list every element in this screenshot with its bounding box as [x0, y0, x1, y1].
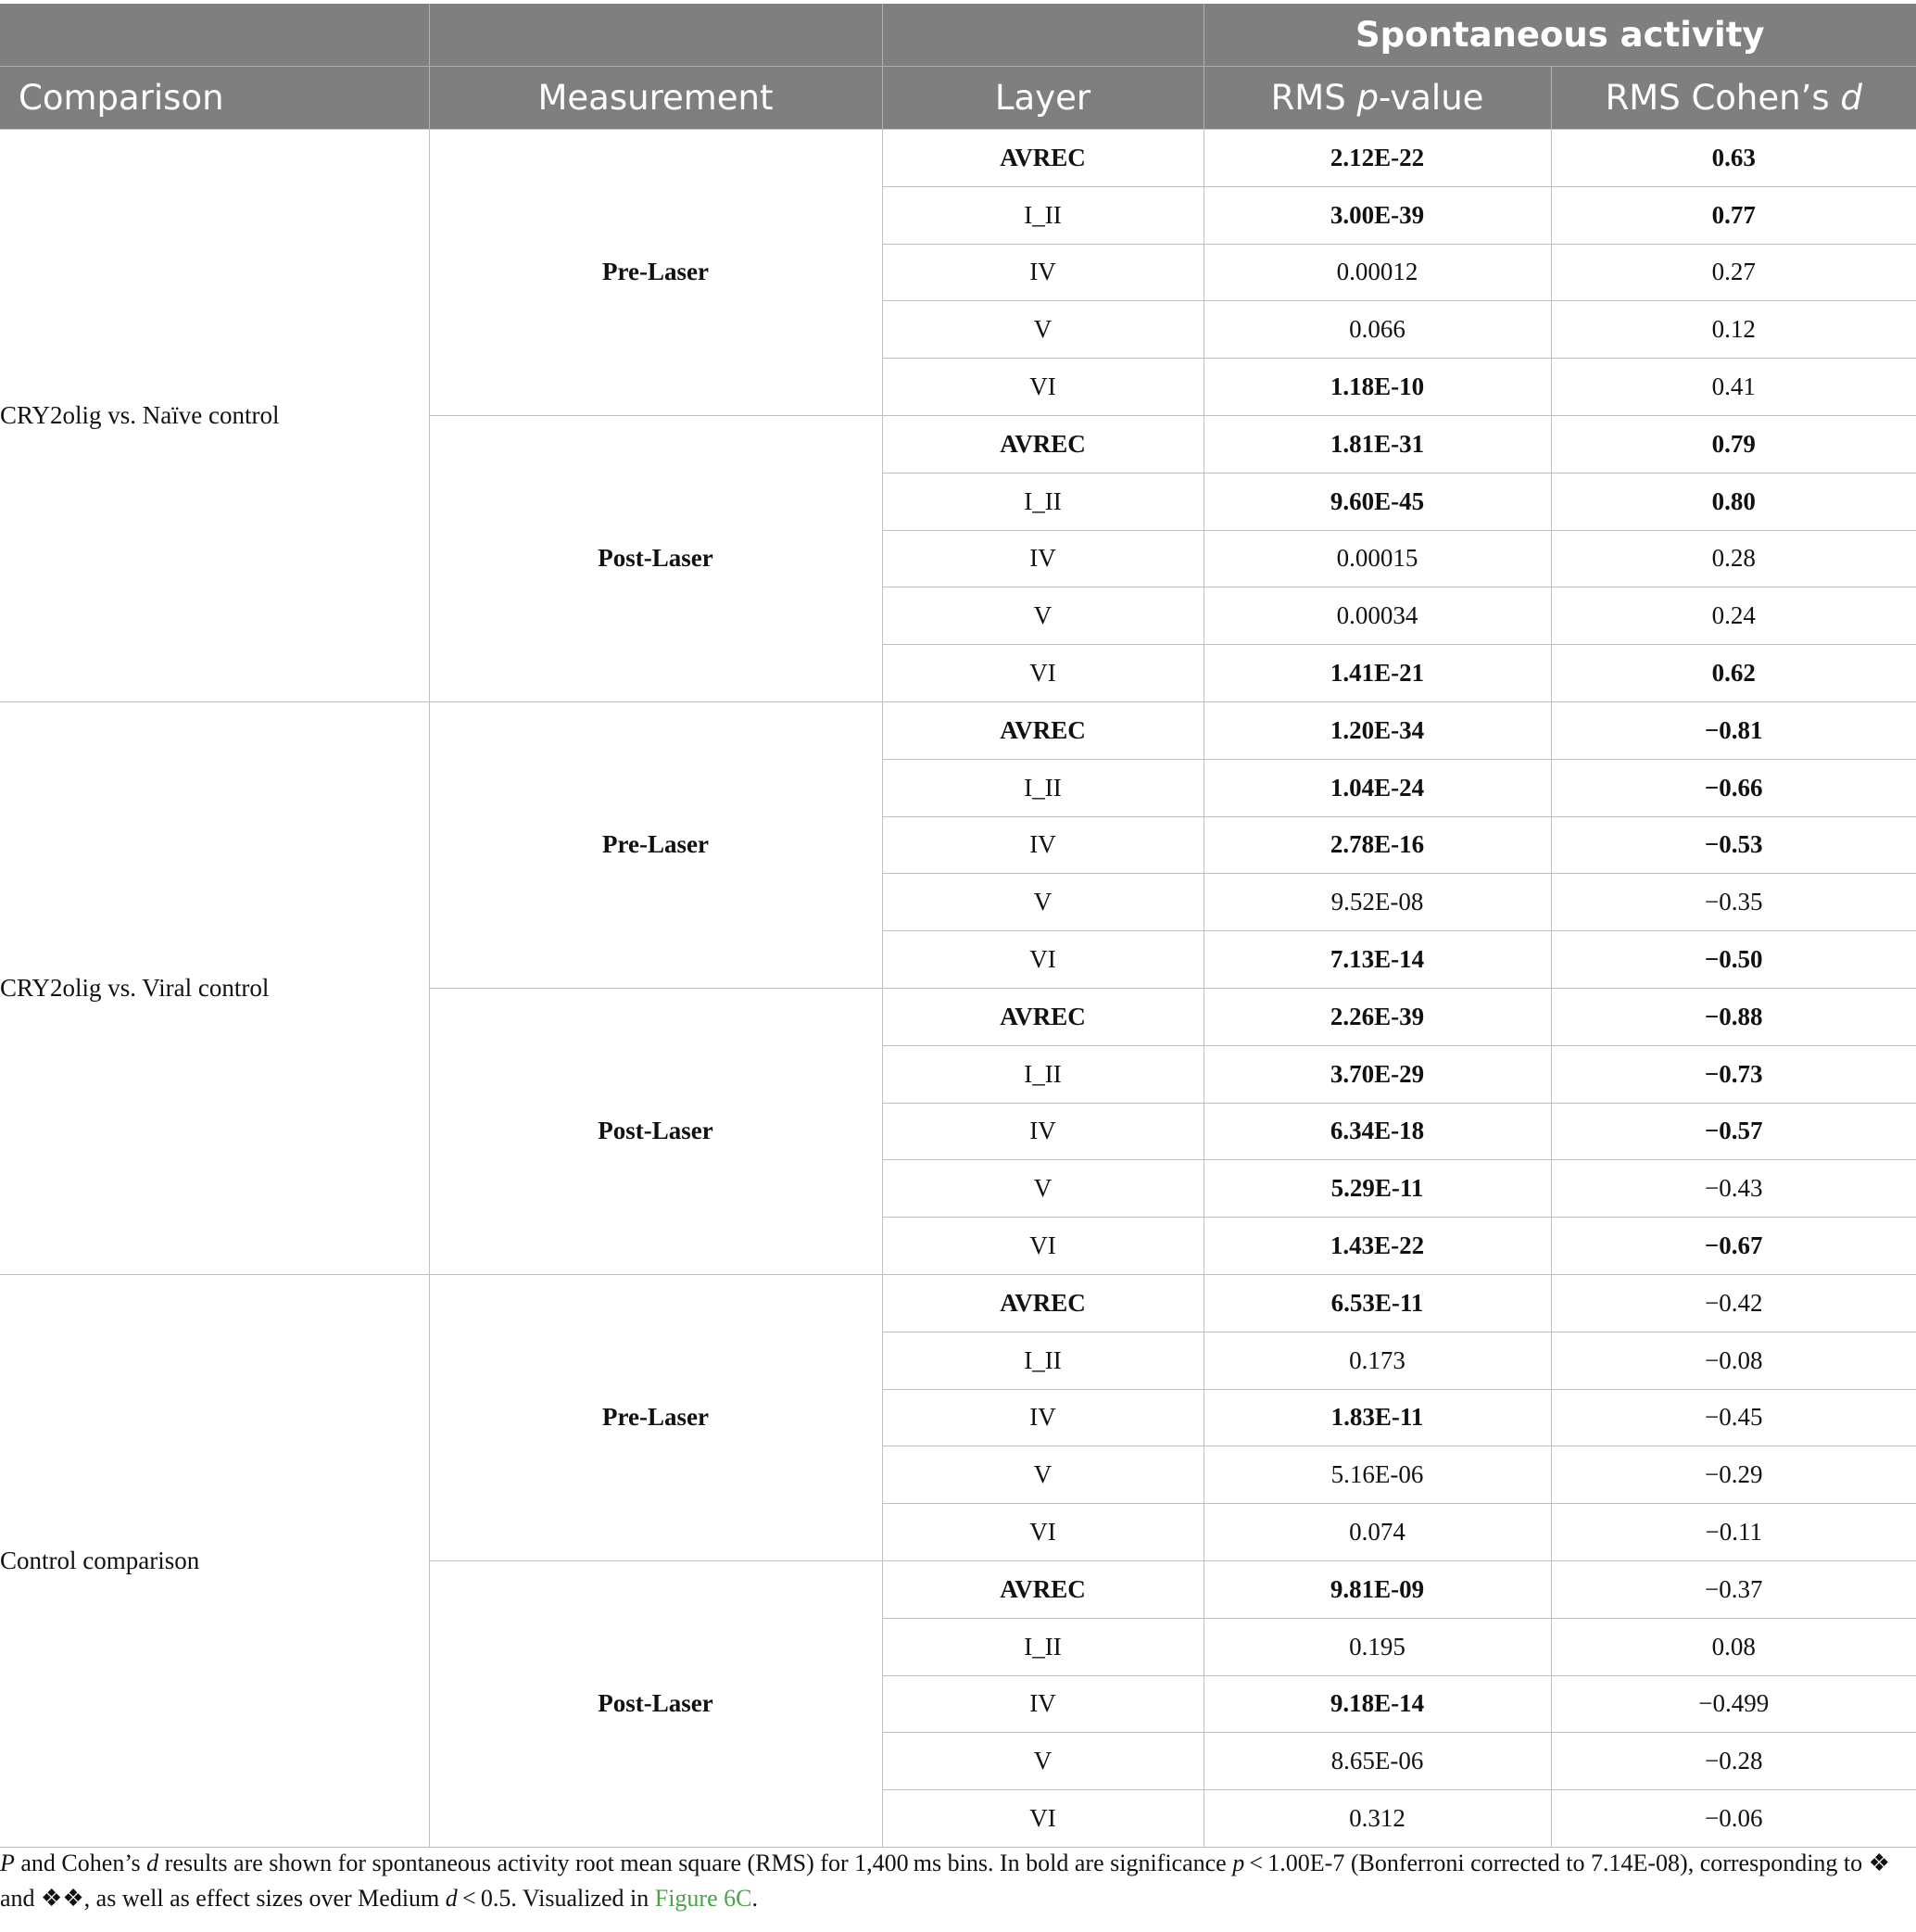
rms-p-value-cell: 9.81E-09 — [1204, 1560, 1551, 1618]
layer-cell: AVREC — [882, 1560, 1204, 1618]
rms-p-value-cell: 1.41E-21 — [1204, 645, 1551, 702]
layer-cell: IV — [882, 1389, 1204, 1446]
footnote-text-4: < 0.5. Visualized in — [457, 1885, 655, 1912]
comparison-cell: CRY2olig vs. Naïve control — [0, 130, 429, 702]
rms-cohens-d-cell: −0.08 — [1551, 1332, 1916, 1389]
comparison-cell: Control comparison — [0, 1274, 429, 1847]
rms-cohens-d-cell: −0.29 — [1551, 1446, 1916, 1504]
rms-p-value-cell: 2.26E-39 — [1204, 988, 1551, 1045]
measurement-cell: Post-Laser — [429, 988, 882, 1274]
rms-cohens-d-cell: −0.57 — [1551, 1103, 1916, 1160]
rms-cohens-d-cell: −0.11 — [1551, 1504, 1916, 1561]
rms-cohens-d-cell: 0.28 — [1551, 530, 1916, 587]
rms-cohens-d-cell: −0.43 — [1551, 1160, 1916, 1218]
rms-cohens-d-cell: −0.06 — [1551, 1790, 1916, 1848]
rms-cohens-d-cell: −0.35 — [1551, 874, 1916, 931]
layer-cell: V — [882, 587, 1204, 645]
rms-p-value-cell: 1.81E-31 — [1204, 415, 1551, 473]
rms-cohens-d-cell: −0.50 — [1551, 931, 1916, 989]
footnote-p-symbol: P — [0, 1850, 15, 1876]
footnote-text-2: results are shown for spontaneous activity root mean square (RMS) for 1,400 ms bins. In bold are significance — [158, 1850, 1233, 1876]
measurement-cell: Post-Laser — [429, 415, 882, 701]
rms-p-value-cell: 0.066 — [1204, 301, 1551, 359]
rms-cohens-d-cell: −0.66 — [1551, 759, 1916, 816]
header-blank-2 — [429, 4, 882, 67]
rms-p-value-cell: 0.074 — [1204, 1504, 1551, 1561]
layer-cell: IV — [882, 816, 1204, 874]
rms-p-value-cell: 1.20E-34 — [1204, 701, 1551, 759]
rms-cohens-d-cell: 0.80 — [1551, 473, 1916, 530]
rms-p-italic: p — [1356, 78, 1379, 118]
layer-cell: IV — [882, 1675, 1204, 1733]
footnote-text-5: . — [751, 1885, 758, 1912]
layer-cell: AVREC — [882, 415, 1204, 473]
rms-p-value-cell: 6.53E-11 — [1204, 1274, 1551, 1332]
rms-p-value-cell: 2.78E-16 — [1204, 816, 1551, 874]
rms-p-value-column-header — [1204, 67, 1551, 130]
rms-p-value-cell: 7.13E-14 — [1204, 931, 1551, 989]
layer-cell: AVREC — [882, 130, 1204, 187]
rms-cohens-d-column-header — [1551, 67, 1916, 130]
layer-cell: IV — [882, 530, 1204, 587]
results-table — [0, 4, 1916, 1848]
rms-p-value-cell: 0.00034 — [1204, 587, 1551, 645]
rms-p-value-cell: 3.70E-29 — [1204, 1045, 1551, 1103]
layer-cell: VI — [882, 645, 1204, 702]
rms-cohens-d-cell: −0.88 — [1551, 988, 1916, 1045]
rms-cohens-d-cell: 0.62 — [1551, 645, 1916, 702]
footnote-d-symbol-2: d — [445, 1885, 458, 1912]
rms-p-value-cell: 2.12E-22 — [1204, 130, 1551, 187]
table-row — [0, 701, 1916, 759]
rms-cohens-d-cell: −0.81 — [1551, 701, 1916, 759]
rms-p-value-cell: 5.16E-06 — [1204, 1446, 1551, 1504]
header-row-columns — [0, 67, 1916, 130]
rms-p-value-cell: 0.312 — [1204, 1790, 1551, 1848]
rms-cohens-d-cell: −0.67 — [1551, 1218, 1916, 1275]
rms-p-value-cell: 5.29E-11 — [1204, 1160, 1551, 1218]
rms-cohens-d-cell: −0.53 — [1551, 816, 1916, 874]
rms-p-value-cell: 3.00E-39 — [1204, 186, 1551, 244]
rms-p-value-cell: 6.34E-18 — [1204, 1103, 1551, 1160]
layer-cell: AVREC — [882, 988, 1204, 1045]
layer-cell: VI — [882, 359, 1204, 416]
layer-cell: V — [882, 1160, 1204, 1218]
layer-cell: V — [882, 1733, 1204, 1790]
rms-cohens-d-cell: −0.37 — [1551, 1560, 1916, 1618]
layer-cell: VI — [882, 931, 1204, 989]
rms-cohens-d-cell: 0.12 — [1551, 301, 1916, 359]
layer-column-header: Layer — [882, 67, 1204, 130]
rms-d-prefix: RMS Cohen’s — [1605, 78, 1841, 118]
rms-p-value-cell: 1.18E-10 — [1204, 359, 1551, 416]
layer-cell: I_II — [882, 473, 1204, 530]
footnote-p-symbol-2: p — [1232, 1850, 1245, 1876]
rms-cohens-d-cell: 0.27 — [1551, 244, 1916, 301]
rms-p-value-cell: 1.04E-24 — [1204, 759, 1551, 816]
measurement-cell: Pre-Laser — [429, 701, 882, 988]
layer-cell: VI — [882, 1790, 1204, 1848]
rms-cohens-d-cell: 0.24 — [1551, 587, 1916, 645]
comparison-column-header: Comparison — [0, 67, 429, 130]
measurement-column-header: Measurement — [429, 67, 882, 130]
layer-cell: VI — [882, 1218, 1204, 1275]
layer-cell: AVREC — [882, 701, 1204, 759]
layer-cell: IV — [882, 244, 1204, 301]
layer-cell: I_II — [882, 186, 1204, 244]
rms-cohens-d-cell: 0.77 — [1551, 186, 1916, 244]
rms-cohens-d-cell: 0.41 — [1551, 359, 1916, 416]
rms-cohens-d-cell: 0.08 — [1551, 1618, 1916, 1675]
table-row — [0, 1274, 1916, 1332]
rms-cohens-d-cell: −0.28 — [1551, 1733, 1916, 1790]
layer-cell: V — [882, 1446, 1204, 1504]
rms-cohens-d-cell: 0.79 — [1551, 415, 1916, 473]
measurement-cell: Pre-Laser — [429, 130, 882, 416]
rms-p-suffix: -value — [1378, 78, 1484, 118]
layer-cell: I_II — [882, 759, 1204, 816]
rms-p-value-cell: 0.00012 — [1204, 244, 1551, 301]
footnote-text-3: < 1.00E-7 (Bonferroni corrected to 7.14E-08), corresponding to ❖ and ❖❖, as well as effect sizes over Medium — [0, 1850, 1890, 1912]
footnote-text-1: and Cohen’s — [14, 1850, 147, 1876]
rms-p-value-cell: 9.60E-45 — [1204, 473, 1551, 530]
layer-cell: I_II — [882, 1045, 1204, 1103]
rms-p-value-cell: 9.18E-14 — [1204, 1675, 1551, 1733]
rms-p-value-cell: 1.83E-11 — [1204, 1389, 1551, 1446]
layer-cell: VI — [882, 1504, 1204, 1561]
rms-cohens-d-cell: −0.499 — [1551, 1675, 1916, 1733]
table-row — [0, 130, 1916, 187]
figure-6c-link[interactable]: Figure 6C — [654, 1885, 752, 1912]
header-blank-3 — [882, 4, 1204, 67]
layer-cell: V — [882, 874, 1204, 931]
rms-p-value-cell: 8.65E-06 — [1204, 1733, 1551, 1790]
rms-p-value-cell: 0.195 — [1204, 1618, 1551, 1675]
rms-d-italic: d — [1840, 78, 1862, 118]
rms-cohens-d-cell: 0.63 — [1551, 130, 1916, 187]
measurement-cell: Pre-Laser — [429, 1274, 882, 1560]
rms-p-value-cell: 0.173 — [1204, 1332, 1551, 1389]
rms-p-value-cell: 1.43E-22 — [1204, 1218, 1551, 1275]
spontaneous-activity-header: Spontaneous activity — [1204, 4, 1916, 67]
layer-cell: I_II — [882, 1332, 1204, 1389]
footnote-d-symbol: d — [146, 1850, 159, 1876]
measurement-cell: Post-Laser — [429, 1560, 882, 1847]
layer-cell: I_II — [882, 1618, 1204, 1675]
layer-cell: AVREC — [882, 1274, 1204, 1332]
rms-p-value-cell: 0.00015 — [1204, 530, 1551, 587]
comparison-cell: CRY2olig vs. Viral control — [0, 701, 429, 1274]
rms-cohens-d-cell: −0.42 — [1551, 1274, 1916, 1332]
rms-cohens-d-cell: −0.73 — [1551, 1045, 1916, 1103]
table-body — [0, 130, 1916, 1848]
header-blank-1 — [0, 4, 429, 67]
rms-cohens-d-cell: −0.45 — [1551, 1389, 1916, 1446]
layer-cell: IV — [882, 1103, 1204, 1160]
table-footnote — [0, 1846, 1909, 1916]
header-row-group — [0, 4, 1916, 67]
layer-cell: V — [882, 301, 1204, 359]
rms-p-prefix: RMS — [1270, 78, 1357, 118]
rms-p-value-cell: 9.52E-08 — [1204, 874, 1551, 931]
